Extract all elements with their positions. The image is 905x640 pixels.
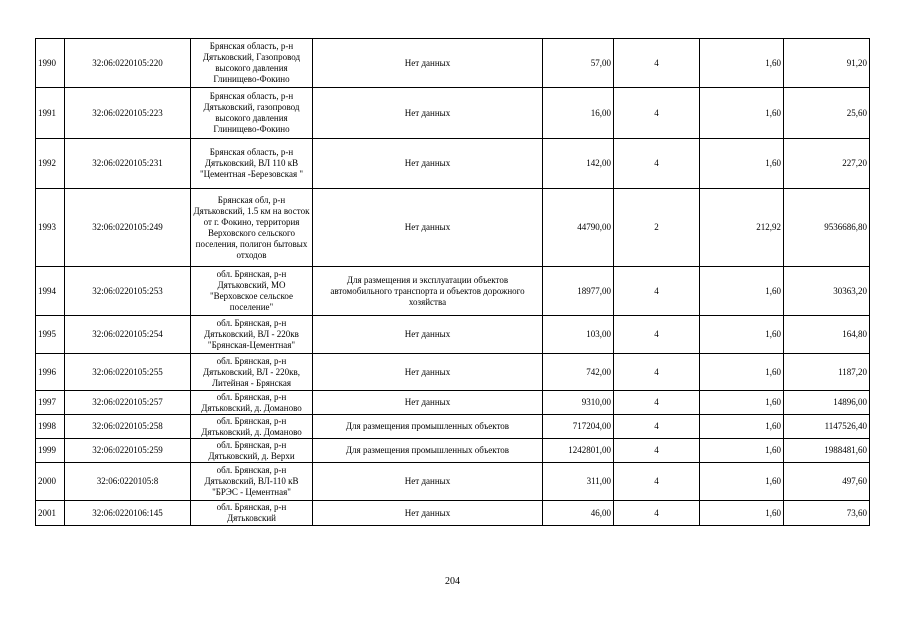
area-cell: 311,00 <box>543 463 614 501</box>
rate-cell: 1,60 <box>700 501 784 526</box>
address-cell: обл. Брянская, р-н Дятьковский, д. Доманово <box>191 415 313 439</box>
row-number-cell: 1992 <box>36 139 65 189</box>
table-row <box>36 415 870 439</box>
cadastral-value-cell: 14896,00 <box>784 391 870 415</box>
area-cell: 57,00 <box>543 39 614 88</box>
cadastral-number-cell: 32:06:0220105:223 <box>65 88 191 139</box>
cadastral-number-cell: 32:06:0220105:257 <box>65 391 191 415</box>
rate-cell: 1,60 <box>700 88 784 139</box>
category-cell: 4 <box>614 439 700 463</box>
address-cell: обл. Брянская, р-н Дятьковский, д. Верхи <box>191 439 313 463</box>
address-cell: обл. Брянская, р-н Дятьковский, д. Доманово <box>191 391 313 415</box>
cadastral-value-cell: 73,60 <box>784 501 870 526</box>
category-cell: 2 <box>614 189 700 267</box>
rate-cell: 1,60 <box>700 415 784 439</box>
table-row <box>36 139 870 189</box>
table-row <box>36 267 870 316</box>
address-cell: обл. Брянская, р-н Дятьковский, ВЛ - 220кв, Литейная - Брянская <box>191 354 313 391</box>
address-cell: обл. Брянская, р-н Дятьковский, ВЛ - 220кв "Брянская-Цементная" <box>191 316 313 354</box>
table-row <box>36 463 870 501</box>
table-row <box>36 316 870 354</box>
permitted-use-cell: Нет данных <box>313 139 543 189</box>
area-cell: 1242801,00 <box>543 439 614 463</box>
permitted-use-cell: Нет данных <box>313 316 543 354</box>
permitted-use-cell: Для размещения промышленных объектов <box>313 439 543 463</box>
cadastral-number-cell: 32:06:0220105:8 <box>65 463 191 501</box>
permitted-use-cell: Нет данных <box>313 463 543 501</box>
row-number-cell: 1997 <box>36 391 65 415</box>
address-cell: обл. Брянская, р-н Дятьковский <box>191 501 313 526</box>
rate-cell: 1,60 <box>700 439 784 463</box>
permitted-use-cell: Нет данных <box>313 354 543 391</box>
category-cell: 4 <box>614 88 700 139</box>
address-cell: обл. Брянская, р-н Дятьковский, МО "Верховское сельское поселение" <box>191 267 313 316</box>
category-cell: 4 <box>614 267 700 316</box>
row-number-cell: 2001 <box>36 501 65 526</box>
cadastral-number-cell: 32:06:0220105:254 <box>65 316 191 354</box>
category-cell: 4 <box>614 391 700 415</box>
permitted-use-cell: Для размещения и эксплуатации объектов автомобильного транспорта и объектов дорожного хозяйства <box>313 267 543 316</box>
row-number-cell: 1998 <box>36 415 65 439</box>
table-row <box>36 439 870 463</box>
cadastral-value-cell: 1988481,60 <box>784 439 870 463</box>
row-number-cell: 2000 <box>36 463 65 501</box>
table-row <box>36 39 870 88</box>
category-cell: 4 <box>614 139 700 189</box>
category-cell: 4 <box>614 415 700 439</box>
cadastral-number-cell: 32:06:0220105:255 <box>65 354 191 391</box>
row-number-cell: 1995 <box>36 316 65 354</box>
area-cell: 16,00 <box>543 88 614 139</box>
row-number-cell: 1993 <box>36 189 65 267</box>
address-cell: обл. Брянская, р-н Дятьковский, ВЛ-110 кВ "БРЭС - Цементная" <box>191 463 313 501</box>
page-number: 204 <box>445 576 460 587</box>
cadastral-number-cell: 32:06:0220105:220 <box>65 39 191 88</box>
table-body <box>36 39 870 526</box>
address-cell: Брянская обл, р-н Дятьковский, 1.5 км на восток от г. Фокино, территория Верховского сельского поселения, полигон бытовых отходов <box>191 189 313 267</box>
area-cell: 717204,00 <box>543 415 614 439</box>
cadastral-value-cell: 1147526,40 <box>784 415 870 439</box>
table-row <box>36 391 870 415</box>
cadastral-value-cell: 91,20 <box>784 39 870 88</box>
rate-cell: 1,60 <box>700 267 784 316</box>
rate-cell: 1,60 <box>700 139 784 189</box>
table-row <box>36 189 870 267</box>
rate-cell: 1,60 <box>700 391 784 415</box>
area-cell: 103,00 <box>543 316 614 354</box>
category-cell: 4 <box>614 354 700 391</box>
row-number-cell: 1991 <box>36 88 65 139</box>
cadastral-value-cell: 25,60 <box>784 88 870 139</box>
rate-cell: 1,60 <box>700 39 784 88</box>
area-cell: 18977,00 <box>543 267 614 316</box>
permitted-use-cell: Нет данных <box>313 88 543 139</box>
cadastral-number-cell: 32:06:0220105:253 <box>65 267 191 316</box>
cadastral-value-cell: 164,80 <box>784 316 870 354</box>
row-number-cell: 1996 <box>36 354 65 391</box>
cadastral-value-cell: 227,20 <box>784 139 870 189</box>
area-cell: 46,00 <box>543 501 614 526</box>
row-number-cell: 1994 <box>36 267 65 316</box>
permitted-use-cell: Нет данных <box>313 189 543 267</box>
rate-cell: 212,92 <box>700 189 784 267</box>
category-cell: 4 <box>614 463 700 501</box>
cadastral-value-cell: 497,60 <box>784 463 870 501</box>
land-registry-table <box>35 38 870 526</box>
rate-cell: 1,60 <box>700 354 784 391</box>
category-cell: 4 <box>614 39 700 88</box>
table-row <box>36 354 870 391</box>
cadastral-value-cell: 1187,20 <box>784 354 870 391</box>
area-cell: 142,00 <box>543 139 614 189</box>
cadastral-number-cell: 32:06:0220105:249 <box>65 189 191 267</box>
address-cell: Брянская область, р-н Дятьковский, ВЛ 110 кВ "Цементная -Березовская " <box>191 139 313 189</box>
cadastral-number-cell: 32:06:0220106:145 <box>65 501 191 526</box>
cadastral-number-cell: 32:06:0220105:231 <box>65 139 191 189</box>
area-cell: 9310,00 <box>543 391 614 415</box>
row-number-cell: 1999 <box>36 439 65 463</box>
cadastral-value-cell: 30363,20 <box>784 267 870 316</box>
rate-cell: 1,60 <box>700 463 784 501</box>
permitted-use-cell: Для размещения промышленных объектов <box>313 415 543 439</box>
category-cell: 4 <box>614 316 700 354</box>
permitted-use-cell: Нет данных <box>313 391 543 415</box>
cadastral-number-cell: 32:06:0220105:258 <box>65 415 191 439</box>
address-cell: Брянская область, р-н Дятьковский, газопровод высокого давления Глинищево-Фокино <box>191 88 313 139</box>
area-cell: 44790,00 <box>543 189 614 267</box>
permitted-use-cell: Нет данных <box>313 39 543 88</box>
category-cell: 4 <box>614 501 700 526</box>
row-number-cell: 1990 <box>36 39 65 88</box>
cadastral-value-cell: 9536686,80 <box>784 189 870 267</box>
area-cell: 742,00 <box>543 354 614 391</box>
table-row <box>36 88 870 139</box>
cadastral-number-cell: 32:06:0220105:259 <box>65 439 191 463</box>
rate-cell: 1,60 <box>700 316 784 354</box>
permitted-use-cell: Нет данных <box>313 501 543 526</box>
table-row <box>36 501 870 526</box>
address-cell: Брянская область, р-н Дятьковский, Газопровод высокого давления Глинищево-Фокино <box>191 39 313 88</box>
